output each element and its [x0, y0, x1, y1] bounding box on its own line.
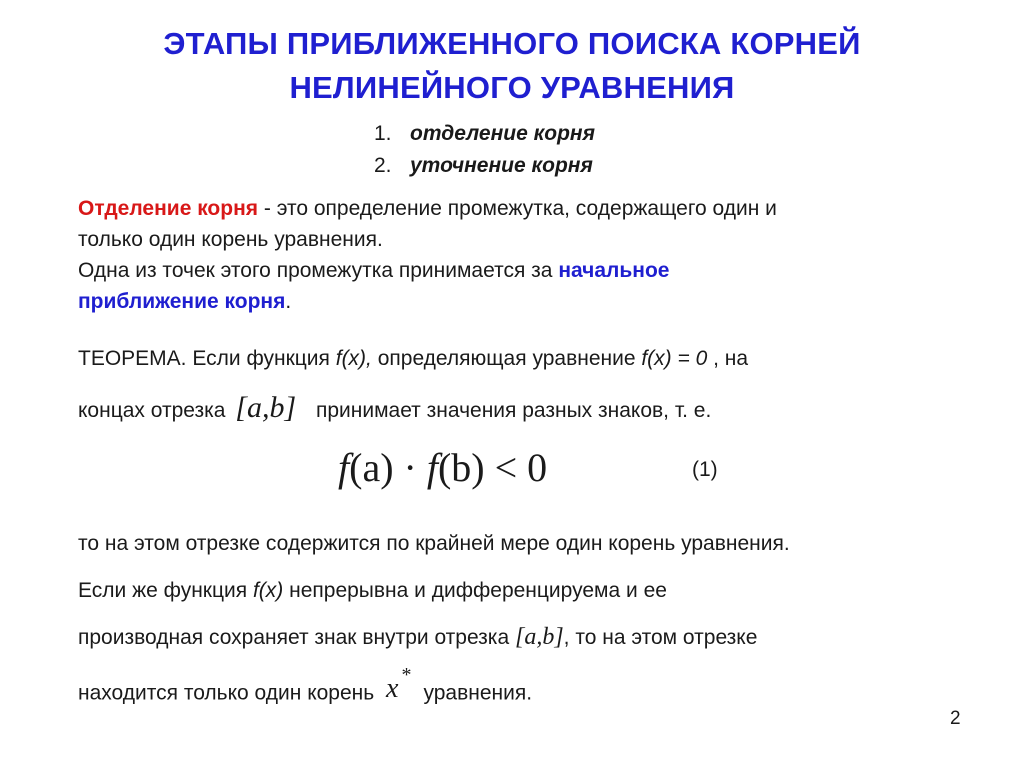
- step-number: 1.: [374, 122, 392, 145]
- theorem-text: определяющая уравнение: [371, 347, 642, 370]
- step-number: 2.: [374, 154, 392, 177]
- step-label: отделение корня: [410, 122, 595, 145]
- theorem-text: ТЕОРЕМА. Если функция: [78, 347, 336, 370]
- conclusion-line-1: то на этом отрезке содержится по крайней мере один корень уравнения.: [78, 532, 790, 555]
- definition-line-1: [78, 193, 978, 224]
- theorem-text: концах отрезка: [78, 399, 232, 422]
- interval-ab: [a,b]: [235, 391, 297, 424]
- function-fx: f(x),: [335, 347, 372, 370]
- conclusion-text: находится только один корень: [78, 681, 381, 705]
- step-item: [374, 150, 595, 182]
- definition-line-2: только один корень уравнения.: [78, 228, 383, 251]
- theorem-line-1: [78, 343, 978, 374]
- formula-sign-condition: [338, 440, 547, 496]
- conclusion-text: непрерывна и дифференцируема и ее: [283, 579, 667, 602]
- theorem-text: , на: [707, 347, 749, 370]
- definition-text: Одна из точек этого промежутка принимается за: [78, 259, 559, 282]
- slide-title: [0, 22, 1024, 110]
- conclusion-text: Если же функция: [78, 579, 253, 602]
- page-number: 2: [950, 708, 961, 729]
- formula-arg-b: (b): [437, 445, 485, 490]
- equation-number: (1): [692, 458, 718, 481]
- step-item: [374, 118, 595, 150]
- function-fx: f(x): [252, 579, 284, 602]
- formula-f: f: [426, 445, 438, 490]
- formula-f: f: [338, 445, 350, 490]
- period: .: [285, 290, 292, 313]
- conclusion-text: , то на этом отрезке: [563, 626, 758, 649]
- formula-arg-a: (a): [349, 445, 394, 490]
- interval-ab: [a,b]: [514, 624, 564, 650]
- equation-fx-zero: f(x) = 0: [641, 347, 708, 370]
- step-label: уточнение корня: [410, 154, 593, 177]
- definition-paragraph: [78, 193, 978, 317]
- definition-text: - это определение промежутка, содержащего один и: [258, 197, 777, 220]
- root-x: x: [386, 673, 399, 705]
- theorem-text: принимает значения разных знаков, т. е.: [315, 399, 712, 422]
- definition-line-4: [78, 286, 978, 317]
- steps-list: [374, 118, 595, 182]
- root-star: *: [401, 664, 412, 686]
- root-x-star: [386, 664, 412, 705]
- initial-approx-term-b: приближение корня: [78, 290, 286, 313]
- conclusion-text: уравнения.: [423, 681, 533, 705]
- definition-line-3: [78, 255, 978, 286]
- conclusion-text: производная сохраняет знак внутри отрезка: [78, 626, 515, 649]
- conclusion-line-3: [78, 622, 978, 653]
- title-line-1: ЭТАПЫ ПРИБЛИЖЕННОГО ПОИСКА КОРНЕЙ: [163, 26, 861, 61]
- title-line-2: НЕЛИНЕЙНОГО УРАВНЕНИЯ: [289, 70, 735, 105]
- definition-term: Отделение корня: [78, 197, 259, 220]
- conclusion-line-4: [78, 664, 978, 708]
- conclusion-line-2: [78, 575, 978, 606]
- initial-approx-term-a: начальное: [558, 259, 670, 282]
- formula-dot: ·: [393, 445, 427, 490]
- theorem-line-2: [78, 392, 978, 426]
- formula-relation: < 0: [484, 445, 548, 490]
